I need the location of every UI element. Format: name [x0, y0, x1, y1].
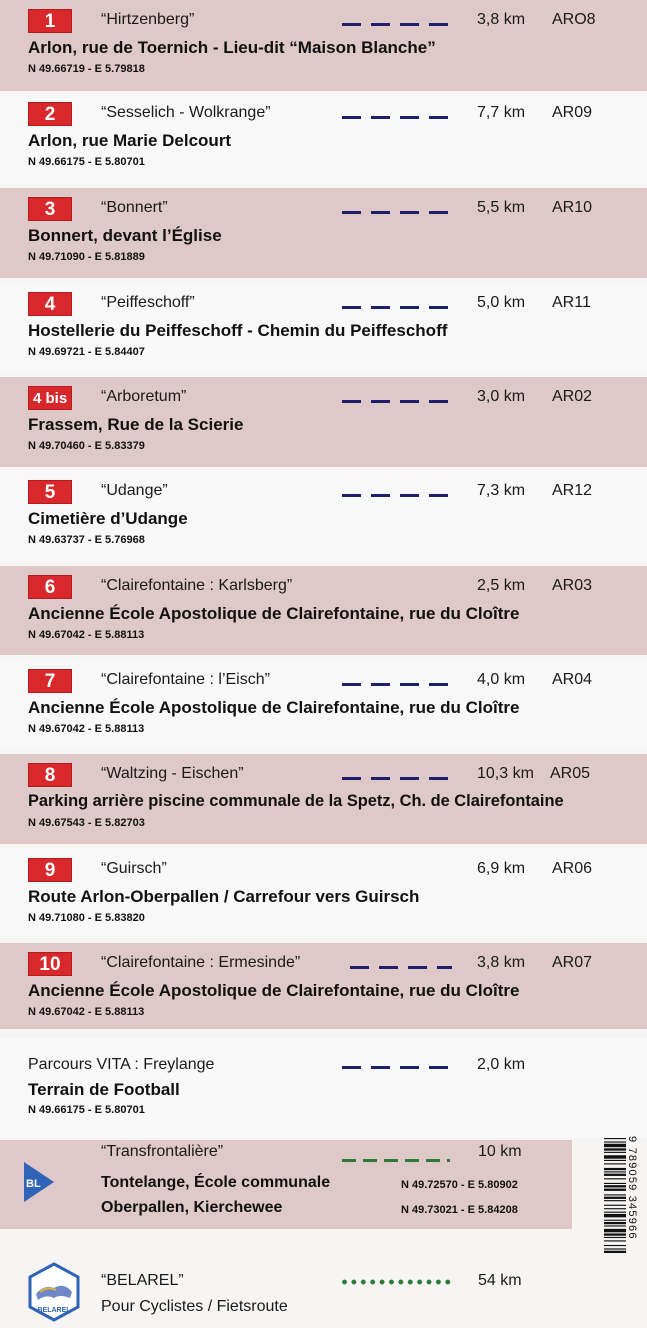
barcode-bar: [604, 1229, 626, 1232]
barcode-bar: [604, 1189, 626, 1191]
route-coordinates: N 49.67042 - E 5.88113: [28, 1006, 145, 1018]
barcode-bar: [604, 1222, 626, 1224]
route-coordinates: N 49.66175 - E 5.80701: [28, 156, 145, 168]
route-coordinates: N 49.67042 - E 5.88113: [28, 723, 145, 735]
route-distance: 6,9 km: [477, 860, 526, 877]
barcode-bar: [604, 1197, 626, 1199]
start-coordinates-1: N 49.72570 - E 5.80902: [401, 1179, 518, 1191]
route-line-symbol: [342, 683, 452, 686]
route-name: “Clairefontaine : Ermesinde”: [101, 954, 301, 971]
vita-route-row: [0, 1038, 647, 1138]
route-start-address: Parking arrière piscine communale de la Spetz, Ch. de Clairefontaine: [28, 792, 564, 810]
route-code: AR11: [552, 294, 591, 311]
route-code: AR09: [552, 104, 593, 121]
route-name: “Sesselich - Wolkrange”: [101, 104, 271, 121]
route-coordinates: N 49.70460 - E 5.83379: [28, 440, 145, 452]
barcode-bar: [604, 1245, 626, 1246]
route-name: “Udange”: [101, 482, 168, 499]
route-number-badge: 5: [28, 480, 72, 504]
route-line-symbol-green: [342, 1159, 450, 1162]
barcode-bar: [604, 1148, 626, 1150]
bl-sign-label: BL: [26, 1178, 41, 1190]
belarel-name: “BELAREL”: [101, 1272, 184, 1289]
barcode-bar: [604, 1212, 626, 1213]
barcode-bar: [604, 1251, 626, 1253]
barcode-bars-icon: [604, 1136, 626, 1328]
start-address-1: Tontelange, École communale: [101, 1174, 331, 1191]
route-number-badge: 7: [28, 669, 72, 693]
route-start-address: Hostellerie du Peiffeschoff - Chemin du Peiffeschoff: [28, 321, 448, 340]
barcode-bar: [604, 1200, 626, 1201]
barcode-bar: [604, 1163, 626, 1164]
barcode-bar: [604, 1183, 626, 1184]
route-coordinates: N 49.71080 - E 5.83820: [28, 912, 145, 924]
route-start-address: Ancienne École Apostolique de Clairefontaine, rue du Cloître: [28, 604, 520, 623]
route-coordinates: N 49.71090 - E 5.81889: [28, 251, 145, 263]
barcode-bar: [604, 1237, 626, 1238]
route-start-address: Frassem, Rue de la Scierie: [28, 415, 244, 434]
barcode-bar: [604, 1225, 626, 1226]
route-line-symbol: [342, 306, 452, 309]
route-distance: 3,8 km: [477, 11, 526, 28]
route-name: “Hirtzenberg”: [101, 11, 195, 28]
route-number-badge: 9: [28, 858, 72, 882]
route-name: “Transfrontalière”: [101, 1143, 224, 1160]
barcode-bar: [604, 1174, 626, 1176]
isbn-barcode: [604, 1136, 638, 1328]
barcode-number: 9 789059 345966: [626, 1136, 638, 1240]
route-start-address: Bonnert, devant l’Église: [28, 226, 222, 245]
barcode-bar: [604, 1205, 626, 1206]
route-code: AR02: [552, 388, 593, 405]
route-line-symbol: [342, 494, 452, 497]
route-row-7: [0, 660, 647, 749]
start-address-2: Oberpallen, Kierchewee: [101, 1199, 283, 1216]
route-distance: 3,8 km: [477, 954, 526, 971]
route-start-address: Ancienne École Apostolique de Clairefontaine, rue du Cloître: [28, 698, 520, 717]
route-row-1: [0, 0, 647, 91]
route-name: “Peiffeschoff”: [101, 294, 195, 311]
route-number-badge: 6: [28, 575, 72, 599]
route-name: “Clairefontaine : Karlsberg”: [101, 577, 293, 594]
route-distance: 4,0 km: [477, 671, 526, 688]
barcode-bar: [604, 1152, 626, 1153]
route-row-4: [0, 283, 647, 373]
belarel-logo-icon: [26, 1262, 82, 1322]
route-row-3: [0, 188, 647, 278]
belarel-distance: 54 km: [478, 1272, 522, 1289]
route-distance: 3,0 km: [477, 388, 526, 405]
route-name: “Clairefontaine : l’Eisch”: [101, 671, 270, 688]
route-row-5: [0, 471, 647, 561]
transfrontaliere-row: [0, 1140, 572, 1229]
vita-title: Parcours VITA : Freylange: [28, 1056, 215, 1073]
barcode-bar: [604, 1178, 626, 1179]
barcode-bar: [604, 1194, 626, 1195]
route-line-symbol: [342, 400, 452, 403]
route-number-badge: 4 bis: [28, 386, 72, 410]
start-coordinates-2: N 49.73021 - E 5.84208: [401, 1204, 518, 1216]
route-line-symbol: [342, 23, 452, 26]
barcode-bar: [604, 1171, 626, 1172]
belarel-subtitle: Pour Cyclistes / Fietsroute: [101, 1298, 288, 1315]
route-coordinates: N 49.66175 - E 5.80701: [28, 1104, 145, 1116]
barcode-bar: [604, 1168, 626, 1170]
route-line-symbol: [342, 211, 452, 214]
route-distance: 2,5 km: [477, 577, 526, 594]
route-number-badge: 3: [28, 197, 72, 221]
route-code: AR10: [552, 199, 593, 216]
route-number-badge: 8: [28, 763, 72, 787]
barcode-bar: [604, 1208, 626, 1209]
route-start-address: Route Arlon-Oberpallen / Carrefour vers Guirsch: [28, 887, 420, 906]
route-start-address: Arlon, rue Marie Delcourt: [28, 131, 232, 150]
route-distance: 2,0 km: [477, 1056, 526, 1073]
barcode-bar: [604, 1248, 626, 1249]
route-row-10: [0, 943, 647, 1029]
route-code: AR12: [552, 482, 593, 499]
cycle-route-dotted-symbol: [342, 1279, 454, 1285]
route-number-badge: 2: [28, 102, 72, 126]
route-row-2: [0, 93, 647, 183]
barcode-bar: [604, 1233, 626, 1235]
route-code: ARO8: [552, 11, 596, 28]
route-name: “Arboretum”: [101, 388, 187, 405]
route-distance: 5,0 km: [477, 294, 526, 311]
route-name: “Bonnert”: [101, 199, 168, 216]
route-row-6: [0, 566, 647, 655]
route-coordinates: N 49.63737 - E 5.76968: [28, 534, 145, 546]
route-code: AR03: [552, 577, 593, 594]
route-name: “Waltzing - Eischen”: [101, 765, 244, 782]
route-start-address: Ancienne École Apostolique de Clairefontaine, rue du Cloître: [28, 981, 520, 1000]
route-line-symbol: [350, 966, 452, 969]
route-distance: 7,3 km: [477, 482, 526, 499]
route-coordinates: N 49.69721 - E 5.84407: [28, 346, 145, 358]
route-line-symbol: [342, 116, 452, 119]
route-row-8: [0, 754, 647, 844]
route-start-address: Arlon, rue de Toernich - Lieu-dit “Maison Blanche”: [28, 38, 436, 57]
belarel-logo-text: BELAREL: [37, 1307, 71, 1314]
vita-address: Terrain de Football: [28, 1080, 180, 1099]
barcode-bar: [604, 1155, 626, 1158]
route-code: AR06: [552, 860, 593, 877]
route-line-symbol: [342, 777, 452, 780]
barcode-bar: [604, 1138, 626, 1139]
barcode-bar: [604, 1214, 626, 1217]
route-distance: 10 km: [478, 1143, 522, 1160]
route-code: AR05: [550, 765, 591, 782]
route-distance: 5,5 km: [477, 199, 526, 216]
route-number-badge: 1: [28, 9, 72, 33]
route-number-badge: 4: [28, 292, 72, 316]
route-distance: 10,3 km: [477, 765, 534, 782]
bl-route-sign-icon: [24, 1162, 54, 1202]
barcode-bar: [604, 1185, 626, 1187]
route-coordinates: N 49.66719 - E 5.79818: [28, 63, 145, 75]
barcode-bar: [604, 1141, 626, 1142]
barcode-bar: [604, 1240, 626, 1241]
route-row-4bis: [0, 377, 647, 467]
route-coordinates: N 49.67042 - E 5.88113: [28, 629, 145, 641]
barcode-bar: [604, 1144, 626, 1147]
route-distance: 7,7 km: [477, 104, 526, 121]
route-number-badge: 10: [28, 952, 72, 976]
route-code: AR07: [552, 954, 593, 971]
route-name: “Guirsch”: [101, 860, 167, 877]
route-coordinates: N 49.67543 - E 5.82703: [28, 817, 145, 829]
route-start-address: Cimetière d’Udange: [28, 509, 188, 528]
route-line-symbol: [342, 1066, 452, 1069]
barcode-bar: [604, 1160, 626, 1161]
route-row-9: [0, 849, 647, 938]
route-code: AR04: [552, 671, 593, 688]
barcode-bar: [604, 1220, 626, 1221]
